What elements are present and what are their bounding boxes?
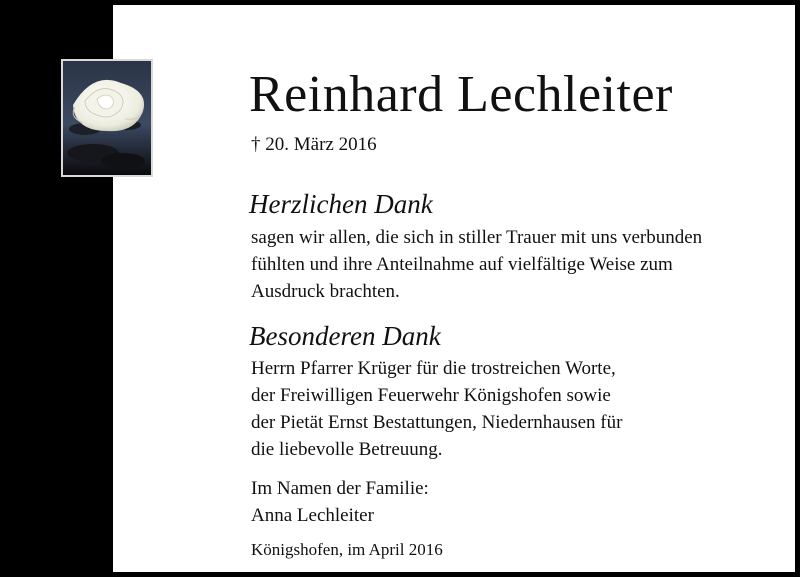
special-thanks-line: der Pietät Ernst Bestattungen, Niedernhausen für bbox=[251, 412, 623, 433]
heading-special-thanks: Besonderen Dank bbox=[249, 321, 441, 351]
thanks-line: sagen wir allen, die sich in stiller Trauer mit uns verbunden bbox=[251, 227, 703, 248]
thanks-paragraph bbox=[251, 224, 702, 305]
thanks-line: fühlten und ihre Anteilnahme auf vielfältige Weise zum bbox=[251, 254, 673, 275]
special-thanks-paragraph bbox=[251, 355, 622, 463]
family-signature-label: Im Namen der Familie: bbox=[251, 478, 429, 499]
special-thanks-line: Herrn Pfarrer Krüger für die trostreichen Worte, bbox=[251, 358, 616, 379]
heading-thanks: Herzlichen Dank bbox=[249, 189, 433, 219]
signatory-name: Anna Lechleiter bbox=[251, 505, 374, 526]
white-rose-icon bbox=[61, 59, 153, 177]
special-thanks-line: der Freiwilligen Feuerwehr Königshofen sowie bbox=[251, 385, 611, 406]
deceased-name: Reinhard Lechleiter bbox=[249, 66, 673, 123]
special-thanks-line: die liebevolle Betreuung. bbox=[251, 439, 443, 460]
thanks-line: Ausdruck brachten. bbox=[251, 281, 400, 302]
place-and-date: Königshofen, im April 2016 bbox=[251, 540, 443, 559]
death-date: † 20. März 2016 bbox=[251, 134, 377, 155]
